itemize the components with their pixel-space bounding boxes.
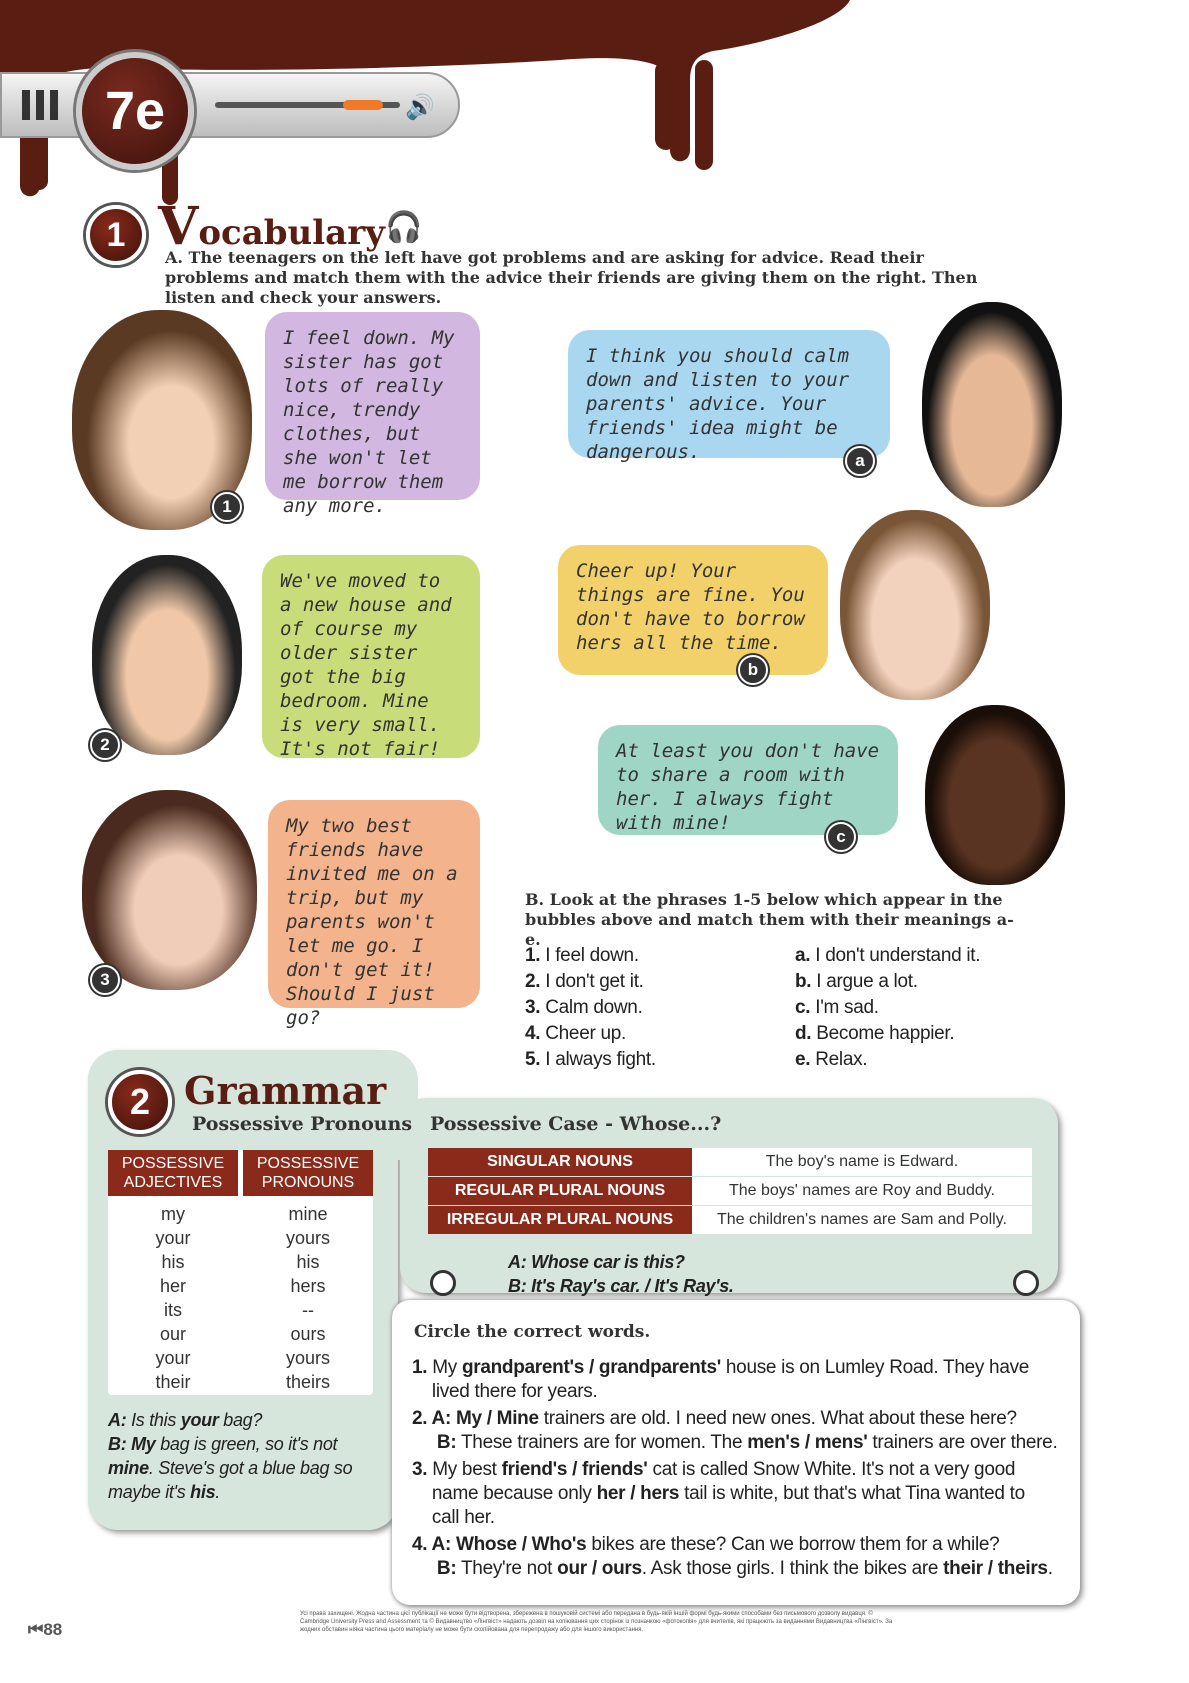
speaker-icon[interactable]: 🔊 <box>405 94 435 121</box>
table-cell: theirs <box>285 1372 330 1392</box>
table-cell: ours <box>290 1324 326 1344</box>
table-cell: its <box>164 1300 182 1320</box>
page-number: ⏮88 <box>28 1620 63 1639</box>
list-item: 1. I feel down. <box>525 945 639 966</box>
grammar-title: Grammar <box>184 1068 387 1113</box>
table-cell: his <box>296 1252 320 1272</box>
table-cell: mine <box>288 1204 328 1224</box>
boy-face-a <box>922 302 1062 507</box>
table-cell: his <box>161 1252 185 1272</box>
case-row-label: IRREGULAR PLURAL NOUNS <box>428 1206 692 1234</box>
case-row-label: SINGULAR NOUNS <box>428 1148 692 1176</box>
advice-bubble-a: I think you should calm down and listen to your parents' advice. Your friends' idea might be dangerous. <box>568 330 890 458</box>
girl-face-3 <box>82 790 257 990</box>
problem-number-3: 3 <box>90 965 120 995</box>
list-item: a. I don't understand it. <box>795 945 981 966</box>
exercise-instruction: Circle the correct words. <box>414 1322 651 1342</box>
legal-notice: Усі права захищені. Жодна частина цієї публікації не може бути відтворена, збережена в пошуковій системі або передана в будь-якій іншій формі будь-якими способами без письмового дозволу видавця. © Cambridge University Press and Assessment та © Видавництво «Лінгвіст» надають дозвіл на копіювання цих сторінок із позначкою «фотокопія» для вчителів, які працюють за виданнями Видавництва «Лінгвіст». За жодних обставин ніяка частина цього матеріалу не може бути скопійована для перепродажу або для іншого використання. <box>300 1611 893 1633</box>
vocab-title-initial: V <box>158 196 199 257</box>
menu-bars-icon <box>22 90 62 120</box>
boy-face-2 <box>92 555 242 755</box>
pronoun-col-header-pronouns: POSSESSIVE PRONOUNS <box>243 1150 373 1196</box>
list-item: 5. I always fight. <box>525 1049 656 1070</box>
grammar-section-number: 2 <box>129 1081 151 1122</box>
exercise-list <box>412 1356 1112 1581</box>
list-item: e. Relax. <box>795 1049 868 1070</box>
table-row <box>428 1206 1032 1234</box>
advice-letter-b: b <box>738 655 768 685</box>
list-item: 4. Cheer up. <box>525 1023 626 1044</box>
pronoun-col-header-adjectives: POSSESSIVE ADJECTIVES <box>108 1150 238 1196</box>
vocab-title-rest: ocabulary <box>198 213 385 253</box>
table-cell: my <box>161 1204 185 1224</box>
pronouns-column <box>243 1202 373 1394</box>
whose-example-a: A: Whose car is this? <box>508 1252 685 1272</box>
table-cell: yours <box>285 1348 330 1368</box>
table-row <box>428 1148 1032 1176</box>
problem-bubble-3: My two best friends have invited me on a trip, but my parents won't let me go. I don't get it! Should I just go? <box>268 800 480 1008</box>
problem-bubble-2: We've moved to a new house and of course my older sister got the big bedroom. Mine is very small. It's not fair! <box>262 555 480 758</box>
possessive-case-heading: Possessive Case - Whose...? <box>430 1113 722 1135</box>
girl-face-b <box>840 510 990 700</box>
headphones-icon: 🎧 <box>385 211 423 244</box>
case-row-example: The boys' names are Roy and Buddy. <box>692 1177 1032 1205</box>
adjectives-column <box>108 1202 238 1394</box>
table-cell: -- <box>302 1300 314 1320</box>
list-item: 3. My best friend's / friends' cat is called Snow White. It's not a very good name because only her / hers tail is white, but that's what Tina wanted to call her. <box>412 1459 1025 1528</box>
whose-example-b: B: It's Ray's car. / It's Ray's. <box>508 1276 734 1296</box>
phrases-list <box>525 943 785 1073</box>
case-row-example: The boy's name is Edward. <box>692 1148 1032 1176</box>
audio-progress-fill <box>343 100 383 110</box>
list-item: b. I argue a lot. <box>795 971 918 992</box>
page-back-icon: ⏮ <box>28 1620 44 1639</box>
list-item: c. I'm sad. <box>795 997 879 1018</box>
list-item: 2. A: My / Mine trainers are old. I need new ones. What about these here? <box>412 1408 1017 1429</box>
vocab-instruction-a: A. The teenagers on the left have got problems and are asking for advice. Read their problems and match them with the advice their friends are giving them on the right. Then listen and check your answers. <box>165 248 978 307</box>
list-item: 1. My grandparent's / grandparents' house is on Lumley Road. They have lived there for years. <box>412 1357 1030 1402</box>
table-cell: their <box>155 1372 191 1392</box>
list-item: B: These trainers are for women. The men's / mens' trainers are over there. <box>436 1432 1058 1453</box>
table-row <box>428 1177 1032 1205</box>
table-cell: your <box>155 1348 191 1368</box>
problem-number-1: 1 <box>212 492 242 522</box>
table-cell: yours <box>285 1228 330 1248</box>
grammar-section-badge <box>108 1070 172 1134</box>
advice-bubble-b: Cheer up! Your things are fine. You don't have to borrow hers all the time. <box>558 545 828 675</box>
list-item: d. Become happier. <box>795 1023 955 1044</box>
problem-number-2: 2 <box>90 730 120 760</box>
pronouns-table <box>108 1150 373 1395</box>
table-cell: our <box>159 1324 186 1344</box>
vocab-section-number: 1 <box>106 215 126 254</box>
possessive-case-table <box>428 1148 1032 1234</box>
table-cell: her <box>159 1276 186 1296</box>
clock-icon-right <box>1013 1270 1039 1296</box>
boy-face-c <box>925 705 1065 885</box>
list-item: B: They're not our / ours. Ask those girls. I think the bikes are their / theirs. <box>436 1558 1053 1579</box>
list-item: 2. I don't get it. <box>525 971 644 992</box>
vocab-section-badge <box>86 205 146 265</box>
clock-icon-left <box>430 1270 456 1296</box>
table-cell: your <box>155 1228 191 1248</box>
unit-badge <box>76 52 194 170</box>
vocab-instruction-b: B. Look at the phrases 1-5 below which appear in the bubbles above and match them with their meanings a-e. <box>525 890 1014 949</box>
advice-letter-c: c <box>826 822 856 852</box>
possessive-pronouns-heading: Possessive Pronouns <box>192 1113 413 1135</box>
whose-example <box>508 1250 734 1298</box>
advice-bubble-c: At least you don't have to share a room with her. I always fight with mine! <box>598 725 898 835</box>
unit-number: 7e <box>104 81 166 141</box>
list-item: 4. A: Whose / Who's bikes are these? Can we borrow them for a while? <box>412 1534 1000 1555</box>
problem-bubble-1: I feel down. My sister has got lots of really nice, trendy clothes, but she won't let me borrow them any more. <box>265 312 480 500</box>
table-cell: hers <box>290 1276 326 1296</box>
meanings-list <box>795 943 1055 1073</box>
list-item: 3. Calm down. <box>525 997 643 1018</box>
audio-progress-slider[interactable] <box>215 102 400 108</box>
pronoun-example: A: Is this your bag? B: My bag is green, so it's not mine. Steve's got a blue bag so maybe it's his. <box>108 1410 353 1502</box>
case-row-example: The children's names are Sam and Polly. <box>692 1206 1032 1234</box>
case-row-label: REGULAR PLURAL NOUNS <box>428 1177 692 1205</box>
advice-letter-a: a <box>845 446 875 476</box>
